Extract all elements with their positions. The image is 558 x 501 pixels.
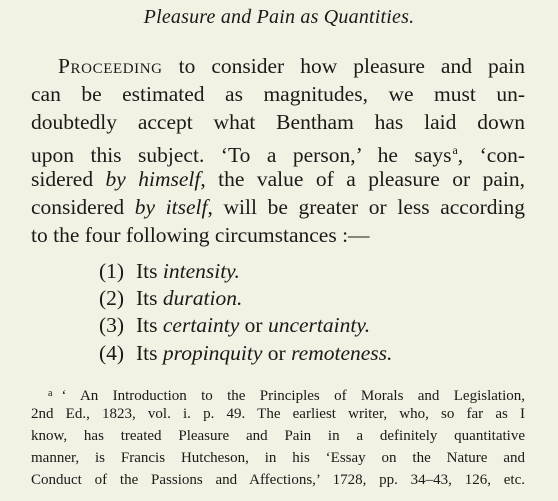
paragraph-line-6 [31,194,525,221]
list-item-number: (3) [99,313,125,337]
list-item-number: (1) [99,259,125,283]
list-item [99,312,370,339]
paragraph-line-1 [58,53,525,80]
list-item-emphasis: propinquity [162,341,263,365]
list-item-number: (4) [99,341,125,365]
paragraph-line-6-emphasis: by itself [134,195,208,219]
list-item-emphasis: certainty [162,313,240,337]
list-item [99,285,242,312]
footnote-line-2: 2nd Ed., 1823, vol. i. p. 49. The earliest writer, who, so far as I [31,406,525,422]
list-item-emphasis-2: remoteness. [291,341,393,365]
list-item-emphasis: duration. [162,286,243,310]
paragraph-line-7: to the four following circumstances :— [31,223,370,247]
paragraph-line-3: doubtedly accept what Bentham has laid down [31,110,525,134]
footnote-line-3: know, has treated Pleasure and Pain in a definitely quantitative [31,428,525,444]
paragraph-line-2: can be estimated as magnitudes, we must un- [31,82,525,106]
page-title: Pleasure and Pain as Quantities. [143,6,415,28]
list-item-connector: or [239,313,268,337]
list-item [99,340,392,367]
paragraph-line-4-b: , ‘con- [457,143,525,167]
list-item-emphasis-2: uncertainty. [267,313,371,337]
footnote-line-1-text: ‘ An Introduction to the Principles of Morals and Legislation, [61,388,525,404]
list-item-connector: or [262,341,292,365]
list-item-prefix: Its [136,341,163,365]
list-item-prefix: Its [136,259,163,283]
paragraph-line-5-b: , the value of a pleasure or pain, [200,167,525,191]
paragraph-line-5-emphasis: by himself [105,167,201,191]
list-item-prefix: Its [136,286,163,310]
list-item-prefix: Its [136,313,163,337]
footnote-reference-mark: a [452,143,458,157]
smallcaps-opening-word: Proceeding [58,54,163,78]
list-item [99,258,240,285]
footnote-line-4: manner, is Francis Hutcheson, in his ‘Essay on the Nature and [31,450,525,466]
footnote-line-5: Conduct of the Passions and Affections,’ 1728, pp. 34–43, 126, etc. [31,472,525,488]
paragraph-line-6-b: , will be greater or less according [207,195,525,219]
paragraph-line-4 [31,137,525,169]
paragraph-line-6-a: considered [31,195,135,219]
paragraph-line-1-rest: to consider how pleasure and pain [178,54,525,78]
list-item-emphasis: intensity. [162,259,240,283]
paragraph-line-5 [31,166,525,193]
paragraph-line-5-a: sidered [31,167,106,191]
footnote-mark: a [48,388,53,399]
list-item-number: (2) [99,286,125,310]
paragraph-line-4-a: upon this subject. ‘To a person,’ he says [31,143,452,167]
